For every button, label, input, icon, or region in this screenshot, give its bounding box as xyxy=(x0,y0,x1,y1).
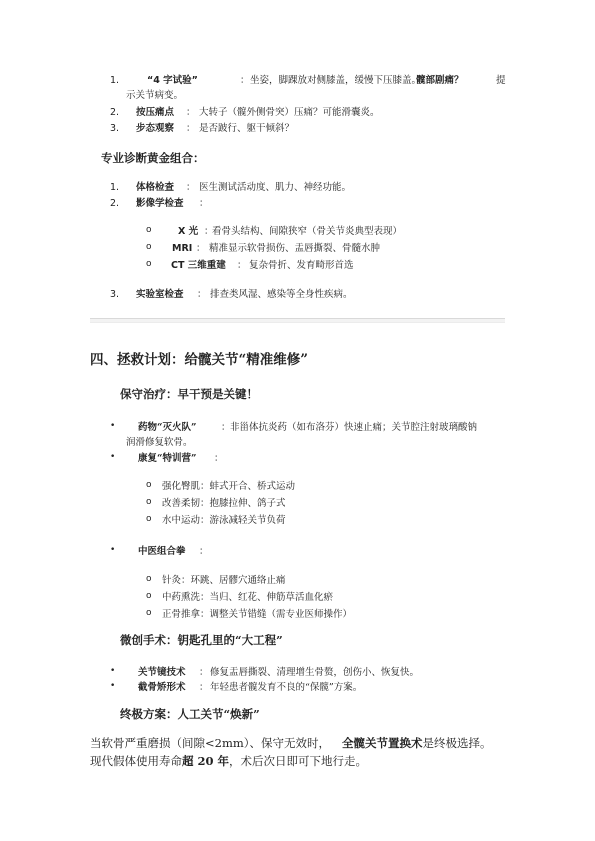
text-run: 现代假体使用寿命 xyxy=(90,754,182,768)
list-desc: 排查类风湿、感染等全身性疾病。 xyxy=(210,289,353,300)
list-term: 影像学检查 xyxy=(136,198,184,209)
list-term: 实验室检查 xyxy=(136,289,184,300)
text-run: 是终极选择。 xyxy=(422,736,492,750)
list-colon: ： xyxy=(186,123,196,134)
text-emph: 全髋关节置换术 xyxy=(342,736,423,750)
item-colon: ： xyxy=(221,422,231,433)
bullet-dot: • xyxy=(110,545,116,555)
imaging-term: X 光 xyxy=(178,226,199,237)
item-cont: 润滑修复软骨。 xyxy=(126,437,193,448)
circle-bullet: o xyxy=(146,591,152,601)
sub-item: 强化臀肌：蚌式开合、桥式运动 xyxy=(162,481,296,492)
list-colon: ： xyxy=(186,107,196,118)
body-paragraph-line xyxy=(90,734,492,752)
section-title: 四、拯救计划：给髋关节“精准维修” xyxy=(90,352,309,368)
imaging-colon: ： xyxy=(204,226,214,237)
imaging-term: MRI xyxy=(172,243,193,254)
list-desc: 医生测试活动度、肌力、神经功能。 xyxy=(199,182,352,193)
bullet-dot: • xyxy=(110,421,116,431)
subsection-heading: 终极方案：人工关节“焕新” xyxy=(120,707,260,721)
list-colon: ： xyxy=(186,182,196,193)
imaging-term: CT 三维重建 xyxy=(171,260,226,271)
item-term: 康复“特训营” xyxy=(138,453,197,464)
list-desc: 坐姿，脚踝放对侧膝盖，缓慢下压膝盖。 xyxy=(250,75,422,86)
item-term: 中医组合拳 xyxy=(138,546,186,557)
list-num: 3. xyxy=(110,289,120,300)
text-run: ，术后次日即可下地行走。 xyxy=(229,754,368,768)
circle-bullet: o xyxy=(146,242,152,252)
bullet-dot: • xyxy=(110,666,116,676)
item-colon: ： xyxy=(199,667,209,678)
list-desc: 是否跛行、躯干倾斜？ xyxy=(199,123,295,134)
list-term: “4 字试验” xyxy=(147,75,198,86)
list-colon: ： xyxy=(199,198,209,209)
item-term: 截骨矫形术 xyxy=(138,682,186,693)
list-colon: ： xyxy=(240,75,250,86)
circle-bullet: o xyxy=(146,259,152,269)
list-num: 2. xyxy=(110,107,120,118)
list-term: 步态观察 xyxy=(136,123,175,134)
circle-bullet: o xyxy=(146,608,152,618)
section-heading: 专业诊断黄金组合： xyxy=(101,151,205,165)
horizontal-divider xyxy=(90,318,505,323)
list-emph: 髋部剧痛？ xyxy=(416,75,464,86)
list-tail: 提 xyxy=(496,75,506,86)
imaging-colon: ： xyxy=(237,260,247,271)
list-num: 1. xyxy=(110,182,120,193)
sub-item: 水中运动：游泳减轻关节负荷 xyxy=(162,515,286,526)
imaging-desc: 看骨头结构、间隙狭窄（骨关节炎典型表现） xyxy=(212,226,403,237)
sub-item: 改善柔韧：抱膝拉伸、鸽子式 xyxy=(162,498,286,509)
item-colon: ： xyxy=(214,453,224,464)
sub-item: 中药熏洗：当归、红花、伸筋草活血化瘀 xyxy=(162,592,334,603)
sub-item: 针灸：环跳、居髎穴通络止痛 xyxy=(162,575,286,586)
list-cont: 示关节病变。 xyxy=(126,90,184,101)
item-colon: ： xyxy=(199,682,209,693)
list-term: 体格检查 xyxy=(136,182,175,193)
list-num: 1. xyxy=(110,75,120,86)
bullet-dot: • xyxy=(110,681,116,691)
circle-bullet: o xyxy=(146,480,152,490)
item-desc: 非甾体抗炎药（如布洛芬）快速止痛；关节腔注射玻璃酸钠 xyxy=(230,422,478,433)
circle-bullet: o xyxy=(146,574,152,584)
text-run: 当软骨严重磨损（间隙<2mm）、保守无效时， xyxy=(90,736,331,750)
item-desc: 年轻患者髋发育不良的“保髋”方案。 xyxy=(210,682,363,693)
circle-bullet: o xyxy=(146,514,152,524)
list-num: 2. xyxy=(110,198,120,209)
item-term: 药物“灭火队” xyxy=(138,422,197,433)
bullet-dot: • xyxy=(110,452,116,462)
imaging-desc: 复杂骨折、发育畸形首选 xyxy=(249,260,354,271)
item-colon: ： xyxy=(199,546,209,557)
list-colon: ： xyxy=(197,289,207,300)
body-paragraph-line xyxy=(90,752,367,770)
subsection-heading: 保守治疗：早干预是关键！ xyxy=(120,387,258,401)
list-num: 3. xyxy=(110,123,120,134)
list-desc: 大转子（髋外侧骨突）压痛？可能滑囊炎。 xyxy=(199,107,380,118)
item-desc: 修复盂唇撕裂、清理增生骨赘，创伤小、恢复快。 xyxy=(210,667,420,678)
text-emph: 超 20 年 xyxy=(182,754,230,768)
imaging-colon: ： xyxy=(196,243,206,254)
item-term: 关节镜技术 xyxy=(138,667,186,678)
list-term: 按压痛点 xyxy=(136,107,175,118)
imaging-desc: 精准显示软骨损伤、盂唇撕裂、骨髓水肿 xyxy=(209,243,381,254)
circle-bullet: o xyxy=(146,497,152,507)
circle-bullet: o xyxy=(146,225,152,235)
sub-item: 正骨推拿：调整关节错缝（需专业医师操作） xyxy=(162,609,353,620)
subsection-heading: 微创手术：钥匙孔里的“大工程” xyxy=(120,633,283,647)
